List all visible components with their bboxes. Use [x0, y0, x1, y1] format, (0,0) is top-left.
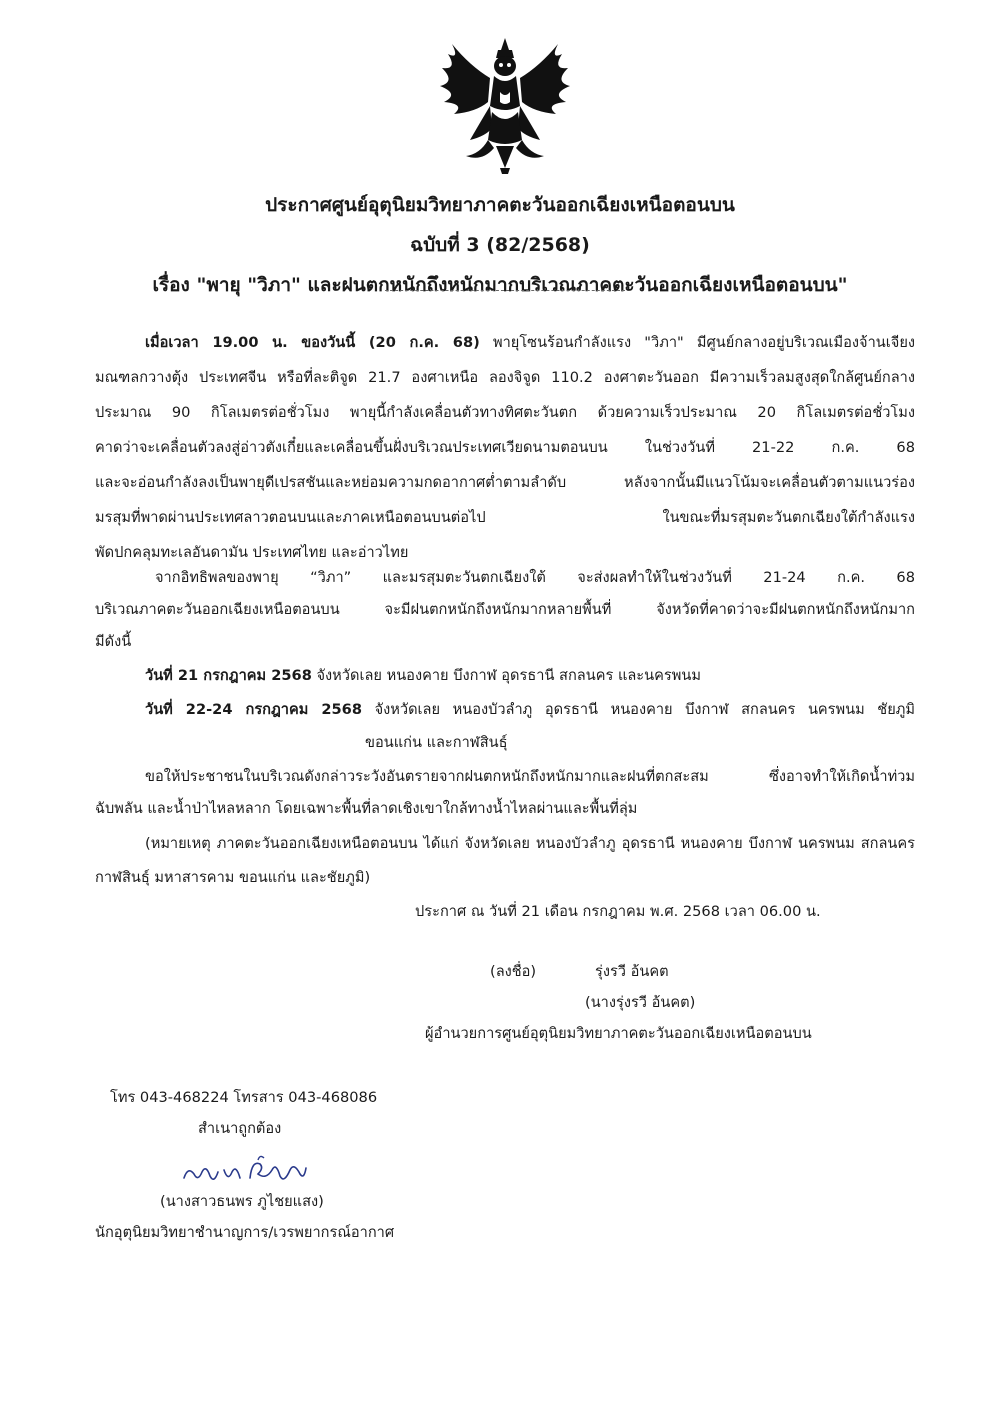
paragraph-1-line-3: ประมาณ 90 กิโลเมตรต่อชั่วโมง พายุนี้กำลังเคลื่อนตัวทางทิศตะวันตก ด้วยความเร็วประมาณ 20 กิโลเมตรต่อชั่วโมง: [95, 404, 915, 421]
note-line-1: (หมายเหตุ ภาคตะวันออกเฉียงเหนือตอนบน ได้แก่ จังหวัดเลย หนองบัวลำภู อุดรธานี หนองคาย บึงกาฬ นครพนม สกลนคร: [145, 835, 915, 852]
note-line-2: กาฬสินธุ์ มหาสารคาม ขอนแก่น และชัยภูมิ): [95, 869, 371, 886]
certifier-position: นักอุตุนิยมวิทยาชำนาญการ/เวรพยากรณ์อากาศ: [95, 1224, 395, 1241]
forecast-day-2-date: วันที่ 22-24 กรกฎาคม 2568: [145, 701, 362, 718]
certifier-name: (นางสาวธนพร ภูไชยแสง): [160, 1193, 324, 1210]
paragraph-3-line-2: ฉับพลัน และน้ำป่าไหลหลาก โดยเฉพาะพื้นที่ลาดเชิงเขาใกล้ทางน้ำไหลผ่านและพื้นที่ลุ่ม: [95, 800, 638, 817]
document-title: ประกาศศูนย์อุตุนิยมวิทยาภาคตะวันออกเฉียงเหนือตอนบน: [265, 194, 735, 216]
signatory-name: (นางรุ่งรวี อ้นคต): [585, 994, 696, 1011]
paragraph-2-line-1: จากอิทธิพลของพายุ “วิภา” และมรสุมตะวันตกเฉียงใต้ จะส่งผลทำให้ในช่วงวันที่ 21-24 ก.ค. 68: [155, 569, 915, 586]
paragraph-1-lead: เมื่อเวลา 19.00 น. ของวันนี้ (20 ก.ค. 68): [145, 334, 480, 351]
issue-number: ฉบับที่ 3 (82/2568): [410, 234, 590, 256]
signatory-position: ผู้อำนวยการศูนย์อุตุนิยมวิทยาภาคตะวันออกเฉียงเหนือตอนบน: [425, 1025, 812, 1042]
certified-copy-label: สำเนาถูกต้อง: [198, 1120, 282, 1137]
signature-text: รุ่งรวี อ้นคต: [595, 963, 669, 980]
paragraph-1-line-6: มรสุมที่พาดผ่านประเทศลาวตอนบนและภาคเหนือตอนบนต่อไป ในขณะที่มรสุมตะวันตกเฉียงใต้กำลังแรง: [95, 509, 915, 526]
paragraph-1-line-1: เมื่อเวลา 19.00 น. ของวันนี้ (20 ก.ค. 68) พายุโซนร้อนกำลังแรง "วิภา" มีศูนย์กลางอยู่บริเวณเมืองจ้านเจียง: [145, 334, 915, 351]
contact-numbers: โทร 043-468224 โทรสาร 043-468086: [110, 1089, 378, 1106]
signed-label: (ลงชื่อ): [490, 963, 537, 980]
forecast-day-2: [145, 700, 915, 720]
announcement-date: ประกาศ ณ วันที่ 21 เดือน กรกฎาคม พ.ศ. 2568 เวลา 06.00 น.: [415, 903, 821, 920]
forecast-day-1-provinces: จังหวัดเลย หนองคาย บึงกาฬ อุดรธานี สกลนคร และนครพนม: [316, 667, 701, 684]
forecast-day-1-date: วันที่ 21 กรกฎาคม 2568: [145, 667, 312, 684]
forecast-day-2-provinces: จังหวัดเลย หนองบัวลำภู อุดรธานี หนองคาย บึงกาฬ สกลนคร นครพนม ชัยภูมิ: [374, 701, 915, 718]
paragraph-2-line-3: มีดังนี้: [95, 633, 132, 650]
paragraph-1-line-2: มณฑลกวางตุ้ง ประเทศจีน หรือที่ละติจูด 21.7 องศาเหนือ ลองจิจูด 110.2 องศาตะวันออก มีความเร็วลมสูงสุดใกล้ศูนย์กลาง: [95, 369, 915, 386]
handwritten-signature-icon: [180, 1152, 310, 1190]
forecast-day-2-provinces-cont: ขอนแก่น และกาฬสินธุ์: [365, 734, 508, 751]
paragraph-3-line-1: ขอให้ประชาชนในบริเวณดังกล่าวระวังอันตรายจากฝนตกหนักถึงหนักมากและฝนที่ตกสะสม ซึ่งอาจทำให้เกิดน้ำท่วม: [145, 768, 915, 785]
paragraph-2-line-2: บริเวณภาคตะวันออกเฉียงเหนือตอนบน จะมีฝนตกหนักถึงหนักมากหลายพื้นที่ จังหวัดที่คาดว่าจะมีฝนตกหนักถึงหนักมาก: [95, 601, 915, 618]
document-subject: เรื่อง "พายุ "วิภา" และฝนตกหนักถึงหนักมากบริเวณภาคตะวันออกเฉียงเหนือตอนบน": [152, 274, 848, 296]
header-divider: [385, 290, 625, 291]
garuda-emblem-icon: [430, 36, 580, 176]
paragraph-1-line-4: คาดว่าจะเคลื่อนตัวลงสู่อ่าวตังเกี๋ยและเคลื่อนขึ้นฝั่งบริเวณประเทศเวียดนามตอนบน ในช่วงวันที่ 21-22 ก.ค. 68: [95, 439, 915, 456]
paragraph-1-line-5: และจะอ่อนกำลังลงเป็นพายุดีเปรสชันและหย่อมความกดอากาศต่ำตามลำดับ หลังจากนั้นมีแนวโน้มจะเคลื่อนตัวตามแนวร่อง: [95, 474, 915, 491]
forecast-day-1: [145, 666, 701, 686]
paragraph-1-line-7: พัดปกคลุมทะเลอันดามัน ประเทศไทย และอ่าวไทย: [95, 544, 409, 561]
